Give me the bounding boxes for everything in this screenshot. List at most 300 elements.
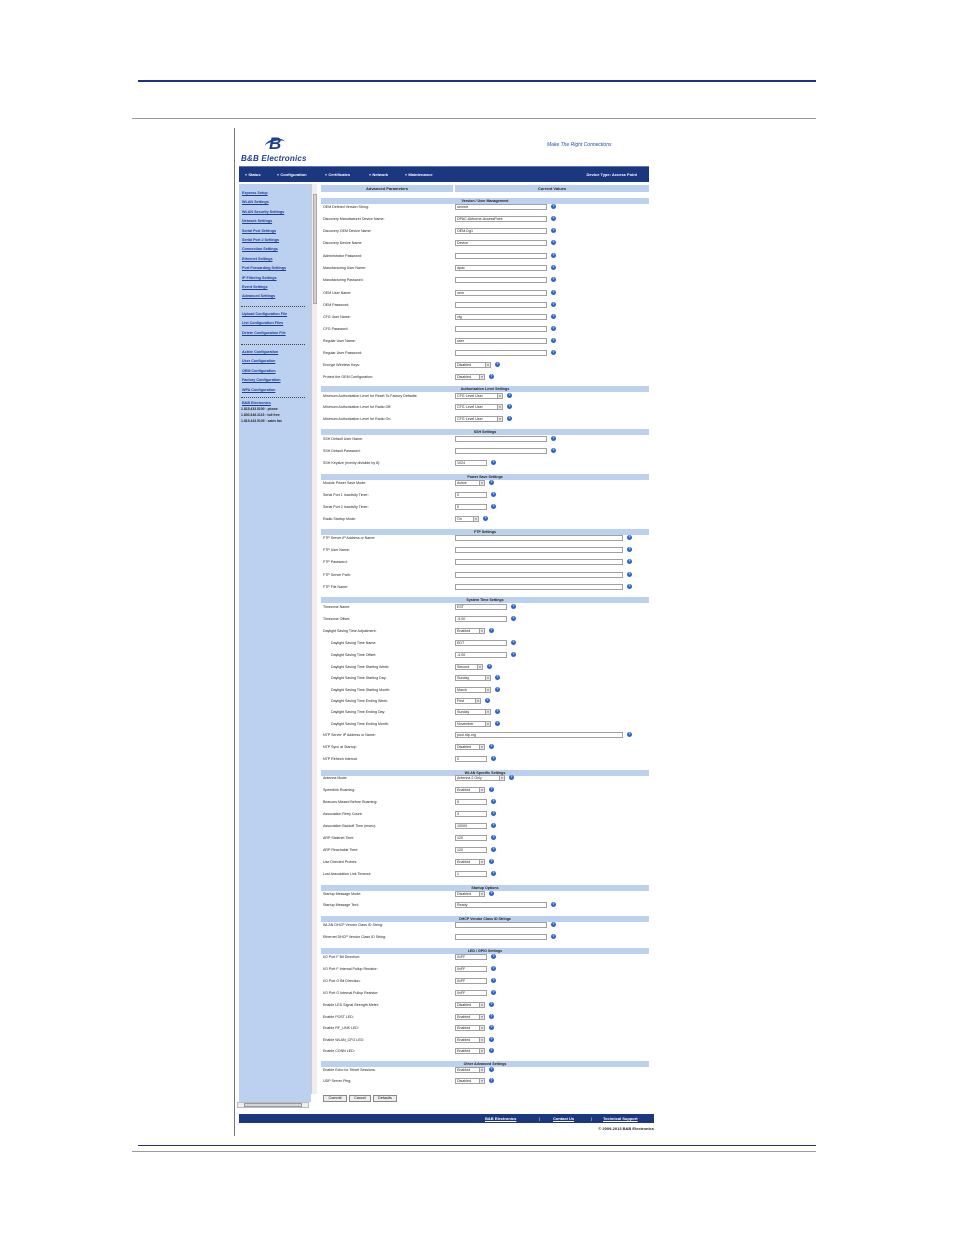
sidebar-link[interactable]: Delete Configuration File [242, 330, 286, 335]
field-value: Enabled [457, 1068, 471, 1072]
field-value: Disabled [457, 892, 471, 896]
field-label: FTP Server IP Address or Name: [323, 535, 376, 540]
help-icon[interactable]: ? [512, 652, 515, 656]
nav-maintenance[interactable]: » Maintenance [405, 172, 433, 177]
field-value: pool.ntp.org [457, 733, 476, 737]
text-field[interactable] [455, 448, 547, 454]
field-label: Daylight Saving Time Starting Day: [331, 675, 387, 680]
help-icon[interactable]: ? [628, 572, 631, 576]
sidebar [239, 184, 311, 1102]
help-icon[interactable]: ? [490, 480, 493, 484]
field-label: Regular User Name: [323, 338, 356, 343]
field-label: Encrypt Wireless Keys: [323, 362, 360, 367]
select-field[interactable] [455, 721, 491, 727]
sidebar-company-link[interactable]: B&B Electronics [242, 401, 271, 405]
sidebar-contact-toll-free: 1.800.346.3119 : toll free [241, 413, 280, 417]
page-footer-rule-thin [132, 1151, 816, 1152]
chevron-down-icon[interactable]: ▾ [475, 699, 480, 703]
select-field[interactable] [455, 859, 485, 865]
select-field[interactable] [455, 1025, 485, 1031]
help-icon[interactable]: ? [552, 302, 555, 306]
section-header: SSH Settings [321, 429, 649, 435]
help-icon[interactable]: ? [508, 404, 511, 408]
chevron-down-icon[interactable]: ▾ [479, 1038, 484, 1042]
field-label: Daylight Saving Time Ending Month: [331, 721, 389, 726]
sidebar-link[interactable]: Express Setup [242, 191, 268, 195]
text-field[interactable] [455, 732, 623, 738]
section-header: LED / GPIO Settings [321, 948, 649, 954]
select-field[interactable] [455, 362, 491, 368]
help-icon[interactable]: ? [490, 1025, 493, 1029]
nav-status[interactable]: » Status [245, 172, 261, 177]
help-icon[interactable]: ? [552, 326, 555, 330]
help-icon[interactable]: ? [552, 253, 555, 257]
select-field[interactable] [455, 628, 485, 634]
field-label: Enable WLAN_CFG LED: [323, 1037, 365, 1042]
text-field[interactable] [455, 847, 487, 853]
field-label: SSH Keysize (evenly divisible by 8): [323, 460, 381, 465]
text-field[interactable] [455, 253, 547, 259]
sidebar-link[interactable]: Connection Settings [242, 247, 278, 252]
field-label: Daylight Saving Time Ending Week: [331, 698, 389, 703]
field-value: 0xFF [457, 991, 466, 995]
field-label: Enable RF_LINK LED: [323, 1025, 359, 1030]
help-icon[interactable]: ? [490, 1067, 493, 1071]
field-label: CFG Password: [323, 326, 349, 331]
chevron-down-icon[interactable]: ▾ [479, 1003, 484, 1007]
chevron-down-icon[interactable]: ▾ [485, 722, 490, 726]
brand-name: B&B Electronics [241, 154, 307, 163]
field-label: NTP Refresh Interval: [323, 756, 358, 761]
help-icon[interactable]: ? [492, 756, 495, 760]
sidebar-link[interactable]: WLAN Security Settings [242, 209, 285, 214]
select-field[interactable] [455, 709, 491, 715]
chevron-down-icon[interactable]: ▾ [479, 629, 484, 633]
text-field[interactable] [455, 216, 547, 222]
chevron-down-icon[interactable]: ▾ [479, 745, 484, 749]
help-icon[interactable]: ? [492, 823, 495, 827]
field-value: dpac [457, 266, 465, 270]
field-label: FTP Password: [323, 559, 348, 564]
field-value: EDT [457, 641, 465, 645]
help-icon[interactable]: ? [492, 799, 495, 803]
sidebar-divider [241, 397, 305, 398]
sidebar-link[interactable]: IP Filtering Settings [242, 275, 277, 280]
sidebar-link[interactable]: List Configuration Files [242, 321, 284, 326]
help-icon[interactable]: ? [490, 1048, 493, 1052]
field-value: Enabled [457, 629, 471, 633]
section-header: Version / User Management [321, 198, 649, 204]
chevron-down-icon[interactable]: ▾ [485, 710, 490, 714]
chevron-down-icon[interactable]: ▾ [479, 1068, 484, 1072]
field-value: 3 [457, 812, 459, 816]
text-field[interactable] [455, 640, 507, 646]
sidebar-divider [241, 306, 305, 307]
help-icon[interactable]: ? [552, 277, 555, 281]
section-header: FTP Settings [321, 529, 649, 535]
text-field[interactable] [455, 835, 487, 841]
field-label: Speedlink Roaming: [323, 787, 356, 792]
text-field[interactable] [455, 436, 547, 442]
sidebar-link[interactable]: Port Forwarding Settings [242, 266, 287, 271]
field-label: Beacons Missed Before Roaming: [323, 799, 378, 804]
page-footer-rule [138, 1145, 816, 1146]
help-icon[interactable]: ? [490, 744, 493, 748]
select-field[interactable] [455, 480, 485, 486]
field-label: Enable CONN LED: [323, 1048, 355, 1053]
help-icon[interactable]: ? [552, 216, 555, 220]
help-icon[interactable]: ? [552, 436, 555, 440]
text-field[interactable] [455, 535, 623, 541]
field-value: DPAC-Airborne-AccessPoint [457, 217, 503, 221]
sidebar-link[interactable]: Network Settings [242, 219, 273, 224]
help-icon[interactable]: ? [552, 265, 555, 269]
commit-button[interactable]: Commit [323, 1095, 347, 1102]
field-value: Disabled [457, 1003, 471, 1007]
help-icon[interactable]: ? [512, 604, 515, 608]
select-field[interactable] [455, 775, 505, 781]
help-icon[interactable]: ? [490, 628, 493, 632]
field-value: 1 [457, 872, 459, 876]
sidebar-link[interactable]: Event Settings [242, 285, 268, 289]
text-field[interactable] [455, 823, 487, 829]
field-value: Enabled [457, 860, 471, 864]
field-label: Discovery Device Name: [323, 240, 363, 245]
field-label: OEM User Name: [323, 290, 352, 295]
field-label: Timezone Offset: [323, 616, 351, 621]
text-field[interactable] [455, 811, 487, 817]
field-value: Enabled [457, 1049, 471, 1053]
help-icon[interactable]: ? [496, 362, 499, 366]
help-icon[interactable]: ? [628, 732, 631, 736]
field-value: Antenna 2 Only [457, 776, 482, 780]
help-icon[interactable]: ? [628, 584, 631, 588]
help-icon[interactable]: ? [508, 416, 511, 420]
chevron-down-icon[interactable]: ▾ [477, 665, 482, 669]
help-icon[interactable]: ? [492, 978, 495, 982]
field-label: I/O Port F Internal Pullup Resistor: [323, 966, 378, 971]
help-icon[interactable]: ? [552, 228, 555, 232]
sidebar-link[interactable]: Serial Port Settings [242, 228, 277, 233]
text-field[interactable] [455, 277, 547, 283]
text-field[interactable] [455, 290, 547, 296]
field-value: Active [457, 481, 467, 485]
chevron-down-icon[interactable]: ▾ [479, 1079, 484, 1083]
sidebar-link[interactable]: Serial Port 2 Settings [242, 238, 280, 242]
help-icon[interactable]: ? [496, 721, 499, 725]
field-value: cfg [457, 315, 462, 319]
help-icon[interactable]: ? [628, 547, 631, 551]
chevron-down-icon[interactable]: ▾ [497, 394, 502, 398]
help-icon[interactable]: ? [552, 934, 555, 938]
sidebar-link[interactable]: User Configuration [242, 359, 276, 364]
text-field[interactable] [455, 584, 623, 590]
text-field[interactable] [455, 460, 487, 466]
text-field[interactable] [455, 547, 623, 553]
help-icon[interactable]: ? [492, 460, 495, 464]
select-field[interactable] [455, 374, 485, 380]
field-label: Minimum Authorization Level for Reset To Factory Defaults: [323, 393, 418, 398]
sidebar-contact-sales-fax: 1.815.433.5109 : sales fax [241, 419, 282, 423]
select-field[interactable] [455, 687, 491, 693]
chevron-down-icon[interactable]: ▾ [485, 676, 490, 680]
field-label: UDP Server Ping: [323, 1078, 352, 1083]
sidebar-link[interactable]: WLAN Settings [242, 200, 269, 205]
field-label: Regular User Password: [323, 350, 362, 355]
field-label: Daylight Saving Time Ending Day: [331, 709, 386, 714]
field-label: Antenna Mode: [323, 775, 348, 780]
select-field[interactable] [455, 416, 503, 422]
footer-link-support[interactable]: Technical Support [603, 1116, 638, 1121]
field-label: Timezone Name: [323, 604, 351, 609]
field-value: Disabled [457, 375, 471, 379]
help-icon[interactable]: ? [508, 393, 511, 397]
field-value: 0 [457, 757, 459, 761]
sidebar-link[interactable]: Active Configuration [242, 350, 279, 354]
text-field[interactable] [455, 265, 547, 271]
field-value: Enabled [457, 788, 471, 792]
field-value: 0 [457, 505, 459, 509]
text-field[interactable] [455, 326, 547, 332]
select-field[interactable] [455, 1037, 485, 1043]
chevron-down-icon[interactable]: ▾ [479, 375, 484, 379]
help-icon[interactable]: ? [552, 240, 555, 244]
select-field[interactable] [455, 664, 483, 670]
field-label: FTP File Name: [323, 584, 349, 589]
help-icon[interactable]: ? [628, 535, 631, 539]
field-label: I/O Port F Bit Direction: [323, 954, 360, 959]
field-value: Device [457, 241, 468, 245]
nav-certificates[interactable]: » Certificates [325, 172, 351, 177]
field-label: Daylight Saving Time Offset: [331, 652, 377, 657]
text-field[interactable] [455, 871, 487, 877]
help-icon[interactable]: ? [552, 350, 555, 354]
field-value: Disabled [457, 1079, 471, 1083]
field-label: Minimum Authorization Level for Radio On: [323, 416, 392, 421]
field-label: Daylight Saving Time Starting Month: [331, 687, 391, 692]
field-value: November [457, 722, 474, 726]
help-icon[interactable]: ? [490, 1078, 493, 1082]
footer-link-contact[interactable]: Contact Us [553, 1116, 575, 1121]
text-field[interactable] [455, 616, 507, 622]
select-field[interactable] [455, 404, 503, 410]
chevron-down-icon[interactable]: ▾ [479, 788, 484, 792]
field-value: EST [457, 605, 464, 609]
field-label: Enable LED Signal Strength Meter: [323, 1002, 379, 1007]
select-field[interactable] [455, 516, 479, 522]
help-icon[interactable]: ? [492, 835, 495, 839]
chevron-down-icon[interactable]: ▾ [479, 892, 484, 896]
sidebar-link[interactable]: Factory Configuration [242, 378, 281, 383]
logo-mark: B [269, 134, 282, 153]
text-field[interactable] [455, 934, 547, 940]
help-icon[interactable]: ? [552, 290, 555, 294]
text-field[interactable] [455, 990, 487, 996]
field-value: 0xFF [457, 955, 466, 959]
field-value: Enabled [457, 1015, 471, 1019]
help-icon[interactable]: ? [552, 338, 555, 342]
help-icon[interactable]: ? [552, 902, 555, 906]
tagline: Make The Right Connections [547, 142, 612, 148]
help-icon[interactable]: ? [496, 709, 499, 713]
text-field[interactable] [455, 504, 487, 510]
chevron-down-icon[interactable]: ▾ [479, 1015, 484, 1019]
help-icon[interactable]: ? [490, 1002, 493, 1006]
field-label: Minimum Authorization Level for Radio Off: [323, 404, 392, 409]
field-label: Enable POST LED: [323, 1014, 354, 1019]
text-field[interactable] [455, 652, 507, 658]
text-field[interactable] [455, 966, 487, 972]
scroll-thumb-h[interactable] [244, 1103, 302, 1107]
help-icon[interactable]: ? [510, 775, 513, 779]
text-field[interactable] [455, 492, 487, 498]
field-label: Discovery Manufacturer Device Name: [323, 216, 385, 221]
field-value: Ready [457, 903, 468, 907]
help-icon[interactable]: ? [486, 698, 489, 702]
vertical-scrollbar[interactable] [311, 184, 317, 1094]
select-field[interactable] [455, 393, 503, 399]
field-value: 1024 [457, 461, 465, 465]
field-value: 0xFF [457, 967, 466, 971]
help-icon[interactable]: ? [512, 616, 515, 620]
horizontal-scrollbar[interactable] [237, 1102, 309, 1108]
text-field[interactable] [455, 954, 487, 960]
text-field[interactable] [455, 572, 623, 578]
field-label: CFG User Name: [323, 314, 351, 319]
text-field[interactable] [455, 338, 547, 344]
help-icon[interactable]: ? [628, 559, 631, 563]
chevron-down-icon[interactable]: ▾ [497, 405, 502, 409]
chevron-down-icon[interactable]: ▾ [479, 481, 484, 485]
help-icon[interactable]: ? [490, 859, 493, 863]
help-icon[interactable]: ? [552, 204, 555, 208]
text-field[interactable] [455, 240, 547, 246]
section-header: Other Advanced Settings [321, 1061, 649, 1067]
field-label: Module Power Save Mode: [323, 480, 367, 485]
field-value: 0 [457, 493, 459, 497]
page-header-rule [138, 80, 816, 82]
select-field[interactable] [455, 675, 491, 681]
help-icon[interactable]: ? [490, 891, 493, 895]
help-icon[interactable]: ? [552, 448, 555, 452]
help-icon[interactable]: ? [512, 640, 515, 644]
chevron-down-icon[interactable]: ▾ [479, 1049, 484, 1053]
select-field[interactable] [455, 1067, 485, 1073]
section-header: Authorization Level Settings [321, 386, 649, 392]
sidebar-link[interactable]: WPA Configuration [242, 387, 276, 392]
chevron-down-icon[interactable]: ▾ [485, 688, 490, 692]
help-icon[interactable]: ? [490, 787, 493, 791]
select-field[interactable] [455, 698, 481, 704]
select-field[interactable] [455, 744, 485, 750]
help-icon[interactable]: ? [488, 664, 491, 668]
help-icon[interactable]: ? [492, 492, 495, 496]
field-value: Enabled [457, 1026, 471, 1030]
text-field[interactable] [455, 204, 547, 210]
select-field[interactable] [455, 1048, 485, 1054]
help-icon[interactable]: ? [552, 314, 555, 318]
field-label: NTP Sync at Startup: [323, 744, 357, 749]
select-field[interactable] [455, 1014, 485, 1020]
sidebar-link[interactable]: Advanced Settings [242, 294, 276, 299]
help-icon[interactable]: ? [490, 374, 493, 378]
field-value: 120 [457, 848, 463, 852]
help-icon[interactable]: ? [484, 516, 487, 520]
field-value: 5 [457, 800, 459, 804]
field-label: Serial Port 1 Inactivity Timer: [323, 492, 369, 497]
footer-bar: B&B Electronics | Contact Us | Technical Support [239, 1114, 654, 1123]
defaults-button[interactable]: Defaults [373, 1095, 397, 1102]
text-field[interactable] [455, 902, 547, 908]
chevron-down-icon[interactable]: ▾ [479, 860, 484, 864]
cancel-button[interactable]: Cancel [349, 1095, 371, 1102]
help-icon[interactable]: ? [492, 504, 495, 508]
help-icon[interactable]: ? [496, 675, 499, 679]
help-icon[interactable]: ? [496, 687, 499, 691]
sidebar-divider [241, 344, 305, 345]
help-icon[interactable]: ? [492, 954, 495, 958]
section-header: System Time Settings [321, 597, 649, 603]
text-field[interactable] [455, 922, 547, 928]
text-field[interactable] [455, 314, 547, 320]
field-label: ARP Reachable Time: [323, 847, 359, 852]
text-field[interactable] [455, 978, 487, 984]
field-label: NTP Server IP Address or Name: [323, 732, 376, 737]
select-field[interactable] [455, 1002, 485, 1008]
help-icon[interactable]: ? [492, 966, 495, 970]
help-icon[interactable]: ? [490, 1014, 493, 1018]
nav-configuration[interactable]: » Configuration [277, 172, 307, 177]
scroll-thumb[interactable] [313, 194, 317, 304]
text-field[interactable] [455, 604, 507, 610]
chevron-down-icon[interactable]: ▾ [497, 417, 502, 421]
copyright: © 2009-2013 B&B Electronics [598, 1126, 654, 1131]
column-header-parameters: Advanced Parameters [321, 185, 453, 192]
help-icon[interactable]: ? [492, 847, 495, 851]
help-icon[interactable]: ? [552, 922, 555, 926]
help-icon[interactable]: ? [492, 990, 495, 994]
help-icon[interactable]: ? [492, 811, 495, 815]
help-icon[interactable]: ? [490, 1037, 493, 1041]
text-field[interactable] [455, 302, 547, 308]
field-label: OEM Defined Version String: [323, 204, 369, 209]
select-field[interactable] [455, 891, 485, 897]
field-label: Enable Echo for Telnet Sessions: [323, 1067, 376, 1072]
text-field[interactable] [455, 350, 547, 356]
field-value: CFG Level User [457, 417, 483, 421]
help-icon[interactable]: ? [492, 871, 495, 875]
brand-logo [241, 134, 361, 164]
nav-network[interactable]: » Network [369, 172, 389, 177]
select-field[interactable] [455, 787, 485, 793]
text-field[interactable] [455, 756, 487, 762]
select-field[interactable] [455, 1078, 485, 1084]
sidebar-link[interactable]: OEM Configuration [242, 368, 276, 373]
sidebar-link[interactable]: Ethernet Settings [242, 256, 273, 261]
chevron-down-icon[interactable]: ▾ [479, 1026, 484, 1030]
sidebar-link[interactable]: Upload Configuration File [242, 312, 288, 316]
field-label: Startup Message Text: [323, 902, 359, 907]
footer-link-bb[interactable]: B&B Electronics [485, 1116, 517, 1121]
field-label: Manufacturing User Name: [323, 265, 366, 270]
chevron-down-icon[interactable]: ▾ [485, 363, 490, 367]
text-field[interactable] [455, 559, 623, 565]
chevron-down-icon[interactable]: ▾ [499, 776, 504, 780]
field-label: Discovery OEM Device Name: [323, 228, 372, 233]
text-field[interactable] [455, 799, 487, 805]
text-field[interactable] [455, 228, 547, 234]
chevron-down-icon[interactable]: ▾ [473, 517, 478, 521]
